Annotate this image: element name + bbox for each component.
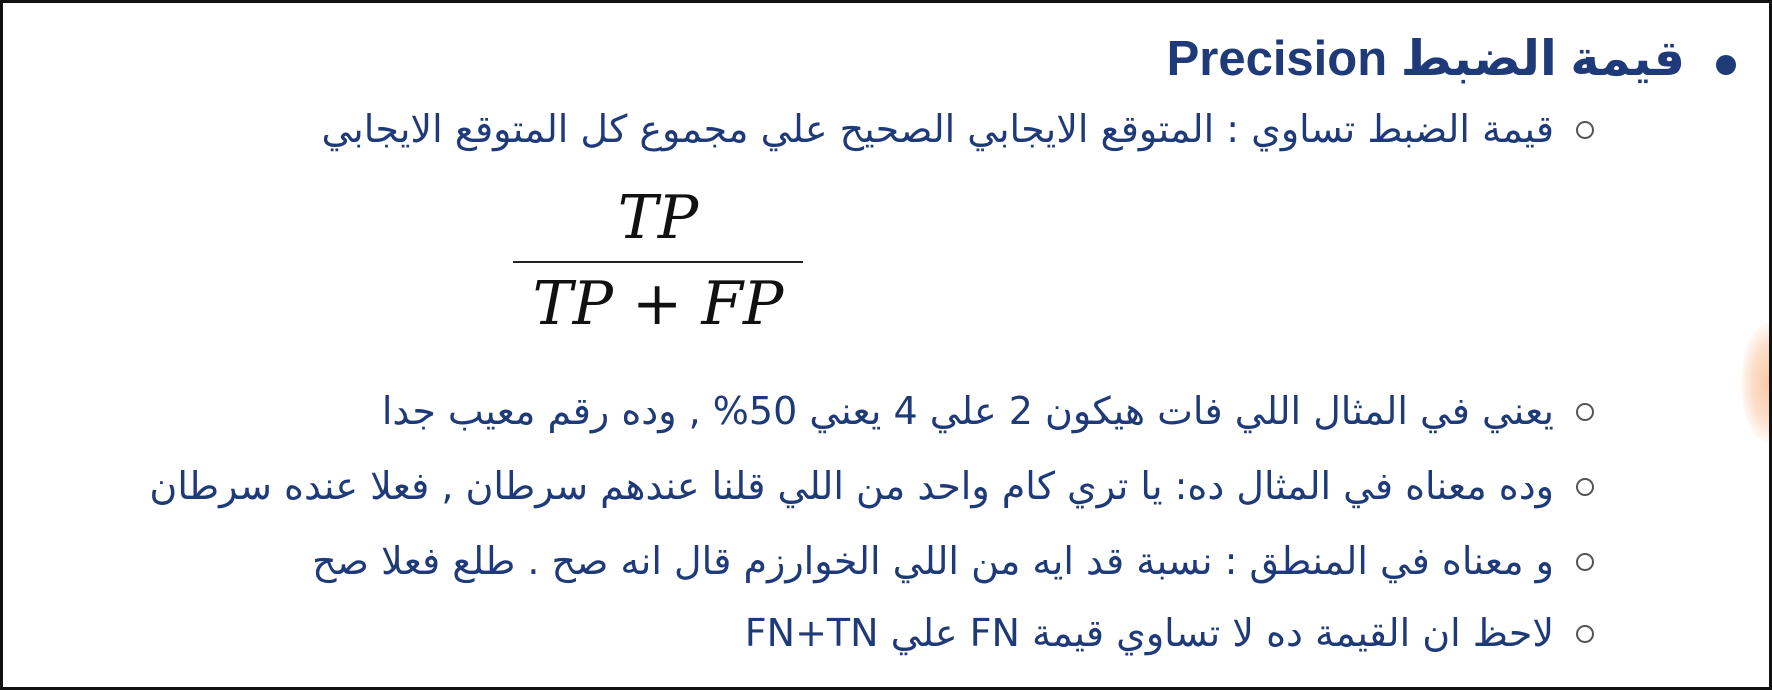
sub-bullet-icon: [1576, 403, 1594, 421]
point-meaning: وده معناه في المثال ده: يا تري كام واحد من اللي قلنا عندهم سرطان , فعلا عنده سرطان: [149, 464, 1554, 508]
edge-glow-decoration: [1741, 323, 1772, 443]
sub-bullet-icon: [1576, 478, 1594, 496]
point-example: يعني في المثال اللي فات هيكون 2 علي 4 يعني 50% , وده رقم معيب جدا: [381, 389, 1554, 433]
definition-text: قيمة الضبط تساوي : المتوقع الايجابي الصحيح علي مجموع كل المتوقع الايجابي: [321, 107, 1554, 151]
fraction-bar: [513, 261, 803, 263]
point-note: لاحظ ان القيمة ده لا تساوي قيمة FN علي FN+TN: [744, 611, 1554, 655]
sub-bullet-icon: [1576, 553, 1594, 571]
precision-formula: [513, 183, 803, 339]
sub-bullet-icon: [1576, 625, 1594, 643]
formula-numerator: TP: [617, 183, 699, 253]
slide-title: قيمة الضبط Precision: [1166, 32, 1685, 86]
sub-bullet-icon: [1576, 121, 1594, 139]
main-bullet-icon: [1716, 55, 1736, 75]
formula-denominator: TP + FP: [532, 269, 784, 339]
point-logic: و معناه في المنطق : نسبة قد ايه من اللي الخوارزم قال انه صح . طلع فعلا صح: [312, 539, 1554, 583]
